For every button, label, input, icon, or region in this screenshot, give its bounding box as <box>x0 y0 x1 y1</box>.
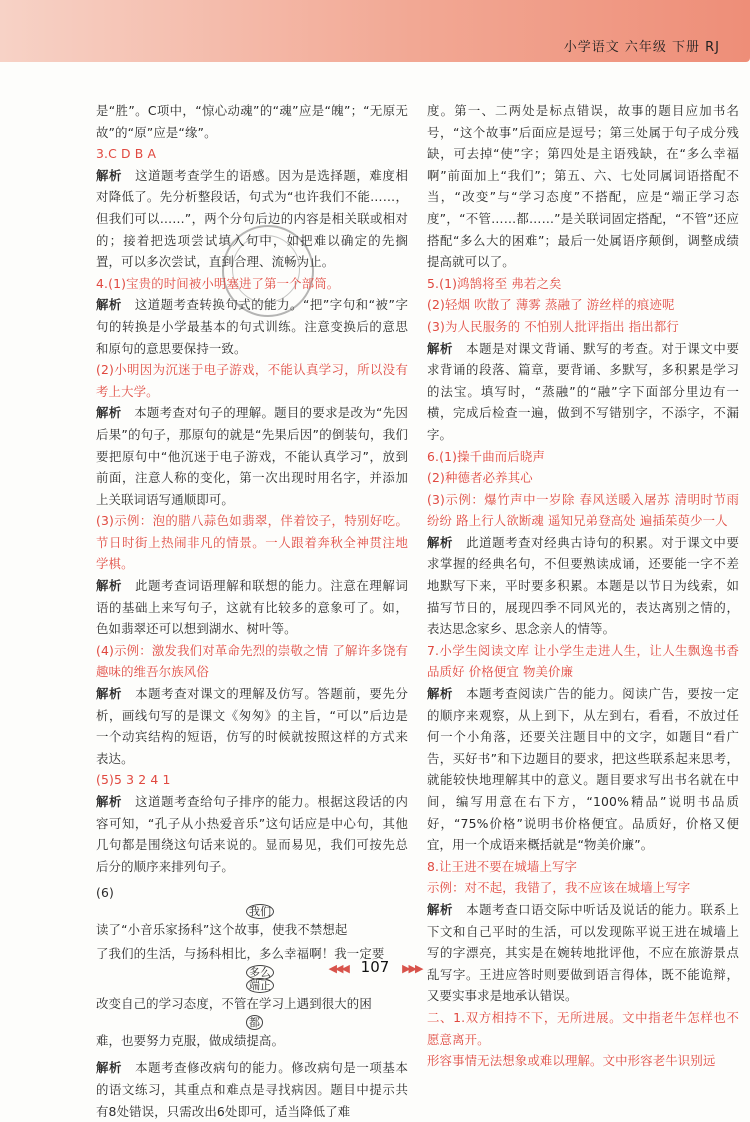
left-paragraph <box>96 791 408 877</box>
header-title: 小学语文 六年级 下册 RJ <box>563 40 720 55</box>
header-banner <box>0 0 750 62</box>
left-paragraph <box>96 100 408 143</box>
right-paragraph <box>427 467 739 489</box>
paragraph-text: 是“胜”。C项中，“惊心动魂”的“魂”应是“魄”；“无原无故”的“原”应是“缘”。 <box>96 103 408 140</box>
insert-mark: 都 <box>96 1016 408 1029</box>
left-paragraph <box>96 359 408 402</box>
analysis-label: 解析 <box>96 686 136 702</box>
insert-mark: 我们 <box>96 905 408 918</box>
right-paragraph <box>427 640 739 683</box>
left-paragraph <box>96 143 408 165</box>
right-paragraph <box>427 100 739 273</box>
right-paragraph <box>427 532 739 640</box>
right-paragraph <box>427 316 739 338</box>
prev-arrows-icon: ◀◀◀ <box>328 962 348 975</box>
diagram-line: 改变自己的学习态度，不管在学习上遇到很大的困 <box>96 996 372 1012</box>
left-paragraph <box>96 402 408 510</box>
right-paragraph <box>427 489 739 532</box>
left-paragraph <box>96 510 408 575</box>
paragraph-text: 本题是对课文背诵、默写的考查。对于课文中要求背诵的段落、篇章，要背诵、多默写，多积累是学习的法宝。填写时，“蒸融”的“融”字下面部分里边有一横，完成后检查一遍，做到不写错别字，不添字，不漏字。 <box>427 340 739 442</box>
paragraph-text: 4.(1)宝贵的时间被小明塞进了第一个部筒。 <box>96 275 340 291</box>
left-paragraph <box>96 769 408 791</box>
paragraph-text: 二、1.双方相持不下，无所进展。文中指老牛怎样也不愿意离开。 <box>427 1009 739 1047</box>
right-paragraph <box>427 294 739 316</box>
paragraph-text: (5)5 3 2 4 1 <box>96 772 171 788</box>
analysis-label: 解析 <box>427 901 467 917</box>
paragraph-text: 5.(1)鸿鹄将至 弗若之矣 <box>427 275 562 291</box>
paragraph-text: 形容事情无法想象或难以理解。文中形容老牛识别远 <box>427 1053 716 1069</box>
paragraph-text: 本题考查修改病句的能力。修改病句是一项基本的语文练习，其重点和难点是寻找病因。题目中提示共有8处错误，只需改出6处即可，适当降低了难 <box>96 1060 408 1119</box>
analysis-label: 解析 <box>96 405 135 421</box>
left-paragraph <box>96 640 408 683</box>
right-paragraph <box>427 338 739 446</box>
right-paragraph <box>427 877 739 899</box>
diagram-line: 了我们的生活，与扬科相比，多么幸福啊！我一定要 <box>96 946 385 962</box>
paragraph-text: 度。第一、二两处是标点错误，故事的题目应加书名号，“这个故事”后面应是逗号；第三处属于句子成分残缺，可去掉“使”字；第四处是主语残缺，在“多么幸福啊”前面加上“我们”；第五、六、七处同属词语搭配不当，“改变”与“学习态度”不搭配，应是“端正学习态度”，“不管……都……”是关联词固定搭配，“不管”还应搭配“多么大的困难”；最后一处属语序颠倒，调整成绩提高就可以了。 <box>427 103 739 270</box>
analysis-label: 解析 <box>96 1060 136 1076</box>
diagram-line: 读了“小音乐家扬科”这个故事，使我不禁想起 <box>96 922 348 938</box>
paragraph-text: 6.(1)操千曲而后晓声 <box>427 448 545 464</box>
right-paragraph <box>427 899 739 1007</box>
analysis-label: 解析 <box>96 578 136 594</box>
page-footer <box>0 958 750 976</box>
analysis-label: 解析 <box>96 167 136 183</box>
paragraph-text: 3.C D B A <box>96 146 157 162</box>
left-paragraph <box>96 165 408 273</box>
paragraph-text: 这道题考查学生的语感。因为是选择题，难度相对降低了。先分析整段话，句式为“也许我们不能……，但我们可以……”，两个分句后边的内容是相关联或相对的；接着把选项尝试填入句中，如把难以确定的先搁置，可以多次尝试，直到合理、流畅为止。 <box>96 167 408 270</box>
paragraph-text: 7.小学生阅读文库 让小学生走进人生，让人生飘逸书香 品质好 价格便宜 物美价廉 <box>427 642 739 680</box>
analysis-label: 解析 <box>96 794 136 809</box>
insert-mark: 多么 <box>96 966 408 979</box>
diagram-line: 难，也要努力克服，做成绩提高。 <box>96 1033 285 1049</box>
page-number: 107 <box>360 958 390 976</box>
paragraph-text: (3)为人民服务的 不怕别人批评指出 指出都行 <box>427 318 679 334</box>
analysis-label: 解析 <box>427 686 467 702</box>
paragraph-text: 本题考查对课文的理解及仿写。答题前，要先分析，画线句写的是课文《匆匆》的主旨，“可以”后边是一个动宾结构的短语，仿写的时候就按照这样的方式来表达。 <box>96 686 408 766</box>
left-paragraph <box>96 273 408 295</box>
right-paragraph <box>427 683 739 856</box>
diagram-number: (6) <box>96 885 115 901</box>
paragraph-text: (2)小明因为沉迷于电子游戏，不能认真学习，所以没有考上大学。 <box>96 362 408 399</box>
next-arrows-icon: ▶▶▶ <box>402 962 422 975</box>
paragraph-text: (2)轻烟 吹散了 薄雾 蒸融了 游丝样的痕迹呢 <box>427 297 675 313</box>
paragraph-text: 这道题考查转换句式的能力。“把”字句和“被”字句的转换是小学最基本的句式训练。注意变换后的意思和原句的意思要保持一致。 <box>96 297 408 356</box>
analysis-label: 解析 <box>427 534 467 550</box>
left-paragraph <box>96 683 408 769</box>
paragraph-text: 8.让王进不要在城墙上写字 <box>427 858 578 874</box>
paragraph-text: (3)示例：泡的腊八蒜色如翡翠，伴着饺子，特别好吃。节日时街上热闹非凡的情景。一人跟着奔秋全神贯注地学棋。 <box>96 513 408 572</box>
left-paragraph <box>96 1057 408 1122</box>
paragraph-text: (2)种德者必养其心 <box>427 470 533 486</box>
paragraph-text: (3)示例：爆竹声中一岁除 春风送暖入屠苏 清明时节雨纷纷 路上行人欲断魂 遥知兄弟登高处 遍插茱萸少一人 <box>427 491 739 529</box>
paragraph-text: 本题考查对句子的理解。题目的要求是改为“先因后果”的句子，那原句的就是“先果后因”的倒装句，我们要把原句中“他沉迷于电子游戏，不能认真学习”，放到前面，注意人称的变化，第一次出现时用名字，并添加上关联词语写通顺即可。 <box>96 405 409 507</box>
analysis-label: 解析 <box>427 340 467 356</box>
right-column <box>427 100 739 1072</box>
paragraph-text: 这道题考查给句子排序的能力。根据这段话的内容可知，“孔子从小热爱音乐”这句话应是中心句，其他几句都是围绕这句话来说的。显而易见，我们可按先总后分的顺序来排列句子。 <box>96 794 408 874</box>
insert-mark: 端正 <box>96 979 408 992</box>
right-paragraph <box>427 1050 739 1072</box>
analysis-label: 解析 <box>96 297 135 313</box>
right-paragraph <box>427 1007 739 1050</box>
right-paragraph <box>427 273 739 295</box>
right-paragraph <box>427 856 739 878</box>
paragraph-text: 此题考查词语理解和联想的能力。注意在理解词语的基础上来写句子，这就有比较多的意象可了。如，色如翡翠还可以想到湖水、树叶等。 <box>96 578 408 637</box>
right-paragraph <box>427 446 739 468</box>
paragraph-text: 本题考查口语交际中听话及说话的能力。联系上下文和自己平时的生活，可以发现陈平说王进在城墙上写的字漂亮，其实是在婉转地批评他，不应在旅游景点乱写字。王进应答时则要做到语言得体，既不能诡辩，又要实事求是地承认错误。 <box>427 901 739 1004</box>
paragraph-text: 示例：对不起，我错了，我不应该在城墙上写字 <box>427 880 691 896</box>
paragraph-text: 此道题考查对经典古诗句的积累。对于课文中要求掌握的经典名句，不但要熟读成诵，还要能一字不差地默写下来，平时要多积累。本题是以节日为线索，如描写节日的，展现四季不同风光的，表达离别之情的，表达思念家乡、思念亲人的情等。 <box>427 534 739 637</box>
paragraph-text: 本题考查阅读广告的能力。阅读广告，要按一定的顺序来观察，从上到下，从左到右，看看，不放过任何一个小角落，还要关注题目中的文字，如题目“看广告，买好书”和下边题目的要求，把这些联系起来思考，就能较快地理解其中的意义。题目要求写出书名就在中间，编写用意在右下方，“100%精品”说明书品质好，“75%价格”说明书价格便宜。品质好，价格又便宜，用一个成语来概括就是“物美价廉”。 <box>427 686 739 853</box>
paragraph-text: (4)示例：激发我们对革命先烈的崇敬之情 了解许多饶有趣味的维吾尔族风俗 <box>96 642 408 680</box>
left-paragraph <box>96 575 408 640</box>
left-paragraph <box>96 294 408 359</box>
